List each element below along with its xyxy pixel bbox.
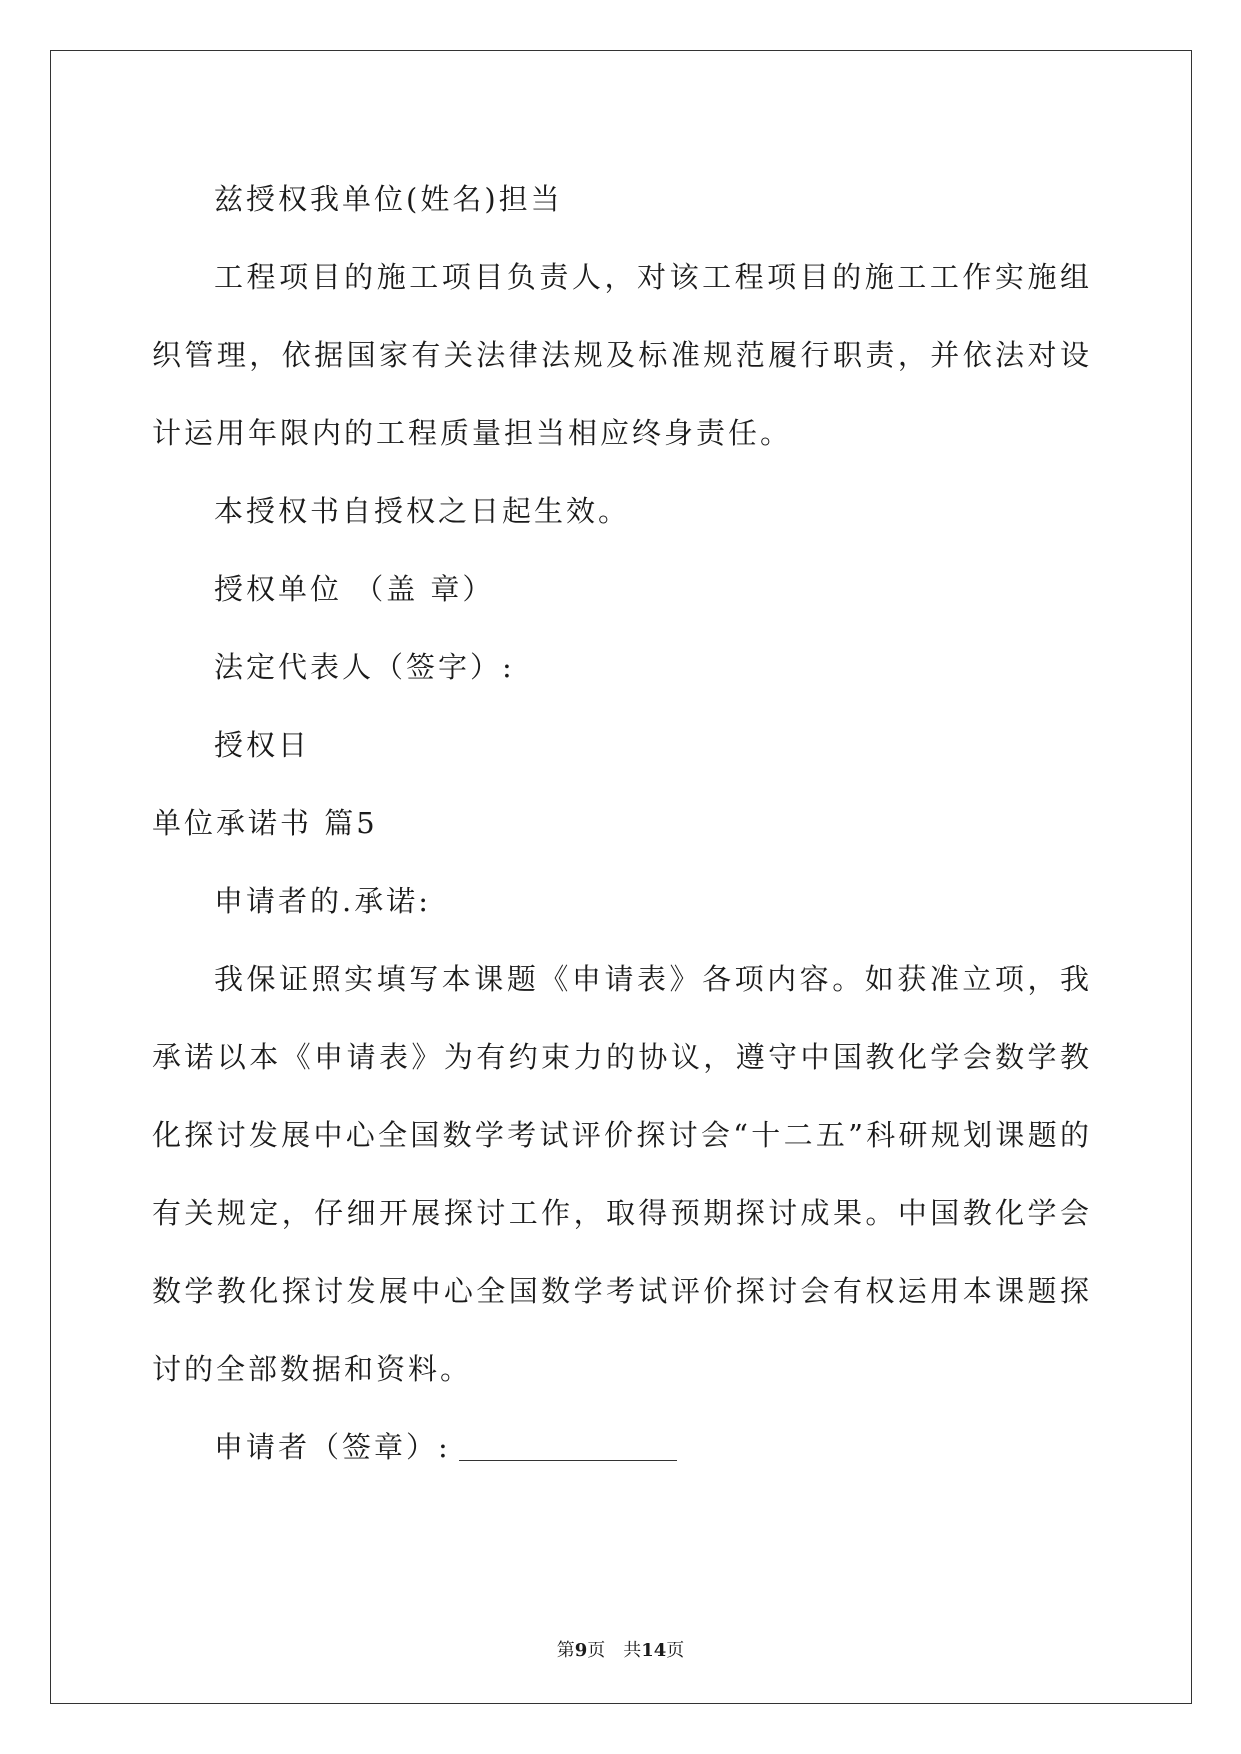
- current-page-number: 9: [574, 1640, 588, 1661]
- document-body: [152, 160, 1092, 1486]
- signature-line: [459, 1460, 677, 1461]
- total-page-number: 14: [641, 1640, 667, 1661]
- paragraph-authorization-intro: 兹授权我单位(姓名)担当: [214, 182, 563, 216]
- page-number-prefix: 第: [556, 1640, 575, 1661]
- authorizing-unit-seal: 授权单位 （盖 章）: [214, 572, 495, 606]
- applicant-signature-row: [152, 1408, 1092, 1486]
- paragraph-authorization-duties: 工程项目的施工项目负责人，对该工程项目的施工工作实施组织管理，依据国家有关法律法规及标准规范履行职责，并依法对设计运用年限内的工程质量担当相应终身责任。: [152, 260, 1092, 450]
- applicant-commitment-heading: 申请者的.承诺:: [214, 884, 431, 918]
- paragraph-effective-date: 本授权书自授权之日起生效。: [214, 494, 631, 528]
- section-heading: 单位承诺书 篇5: [152, 806, 378, 840]
- page-number-middle: 页 共: [587, 1640, 642, 1661]
- authorization-date: 授权日: [214, 728, 311, 762]
- page-number-suffix: 页: [666, 1640, 685, 1661]
- applicant-signature-label: 申请者（签章）:: [214, 1430, 451, 1464]
- legal-representative-signature: 法定代表人（签字）:: [214, 650, 515, 684]
- page-footer: [0, 1636, 1241, 1662]
- paragraph-commitment-body: 我保证照实填写本课题《申请表》各项内容。如获准立项，我承诺以本《申请表》为有约束力的协议，遵守中国教化学会数学教化探讨发展中心全国数学考试评价探讨会“十二五”科研规划课题的有关规定，仔细开展探讨工作，取得预期探讨成果。中国教化学会数学教化探讨发展中心全国数学考试评价探讨会有权运用本课题探讨的全部数据和资料。: [152, 962, 1092, 1386]
